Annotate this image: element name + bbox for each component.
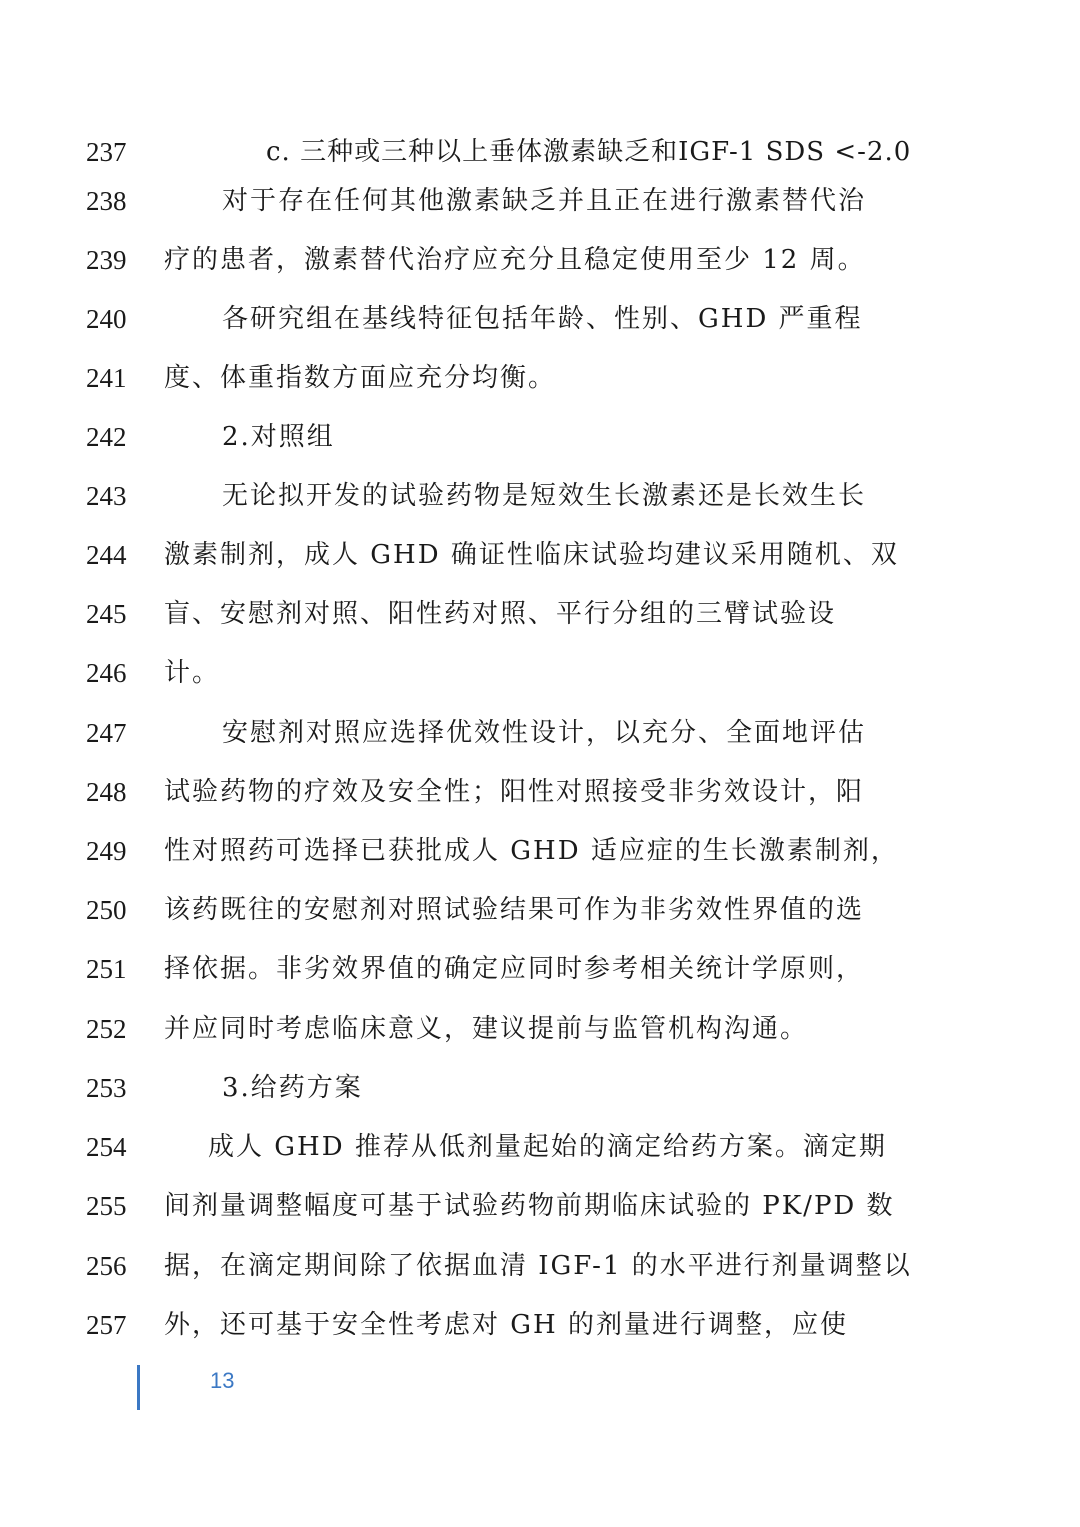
text-line — [0, 240, 1080, 280]
line-text: 对于存在任何其他激素缺乏并且正在进行激素替代治 — [222, 186, 867, 216]
text-line — [0, 1246, 1080, 1286]
line-text: 据，在滴定期间除了依据血清 IGF-1 的水平进行剂量调整以 — [164, 1251, 912, 1281]
text-line — [0, 132, 1080, 172]
line-number: 257 — [86, 1310, 127, 1340]
section-heading: 3.给药方案 — [222, 1073, 363, 1103]
line-number: 255 — [86, 1191, 127, 1221]
text-line — [0, 1305, 1080, 1345]
line-text: 择依据。非劣效界值的确定应同时参考相关统计学原则， — [164, 954, 865, 984]
line-number: 244 — [86, 540, 127, 570]
line-text: 间剂量调整幅度可基于试验药物前期临床试验的 PK/PD 数 — [164, 1191, 895, 1221]
text-line — [0, 1186, 1080, 1226]
line-text: 性对照药可选择已获批成人 GHD 适应症的生长激素制剂， — [164, 836, 899, 866]
text-line — [0, 1009, 1080, 1049]
line-number: 241 — [86, 363, 127, 393]
text-line — [0, 476, 1080, 516]
line-number: 247 — [86, 718, 127, 748]
line-number: 253 — [86, 1073, 127, 1103]
page-number: 13 — [210, 1368, 235, 1393]
text-line — [0, 713, 1080, 753]
line-number: 252 — [86, 1014, 127, 1044]
text-line — [0, 890, 1080, 930]
line-text: 该药既往的安慰剂对照试验结果可作为非劣效性界值的选 — [164, 895, 865, 925]
line-number: 242 — [86, 422, 127, 452]
line-text: 盲、安慰剂对照、阳性药对照、平行分组的三臂试验设 — [164, 599, 837, 629]
line-number: 237 — [86, 137, 127, 167]
text-line — [0, 1127, 1080, 1167]
text-line — [0, 949, 1080, 989]
line-text: c. 三种或三种以上垂体激素缺乏和IGF-1 SDS <-2.0 — [266, 137, 912, 167]
line-number: 248 — [86, 777, 127, 807]
line-text: 成人 GHD 推荐从低剂量起始的滴定给药方案。滴定期 — [208, 1132, 887, 1162]
line-number: 249 — [86, 836, 127, 866]
line-text: 并应同时考虑临床意义，建议提前与监管机构沟通。 — [164, 1014, 809, 1044]
line-text: 试验药物的疗效及安全性；阳性对照接受非劣效设计，阳 — [164, 777, 865, 807]
line-number: 240 — [86, 304, 127, 334]
line-number: 243 — [86, 481, 127, 511]
line-text: 激素制剂，成人 GHD 确证性临床试验均建议采用随机、双 — [164, 540, 899, 570]
line-text: 度、体重指数方面应充分均衡。 — [164, 363, 557, 393]
text-line — [0, 831, 1080, 871]
line-number: 251 — [86, 954, 127, 984]
line-text: 外，还可基于安全性考虑对 GH 的剂量进行调整，应使 — [164, 1310, 848, 1340]
line-number: 245 — [86, 599, 127, 629]
text-line — [0, 772, 1080, 812]
line-number: 250 — [86, 895, 127, 925]
line-number: 254 — [86, 1132, 127, 1162]
text-line — [0, 417, 1080, 457]
text-line — [0, 535, 1080, 575]
line-number: 238 — [86, 186, 127, 216]
line-text: 无论拟开发的试验药物是短效生长激素还是长效生长 — [222, 481, 867, 511]
text-line — [0, 358, 1080, 398]
text-line — [0, 1068, 1080, 1108]
line-text: 计。 — [164, 658, 221, 688]
text-line — [0, 653, 1080, 693]
line-text: 疗的患者，激素替代治疗应充分且稳定使用至少 12 周。 — [164, 245, 866, 275]
line-number: 256 — [86, 1251, 127, 1281]
footer-accent-bar — [137, 1365, 140, 1410]
line-text: 安慰剂对照应选择优效性设计，以充分、全面地评估 — [222, 718, 867, 748]
line-text: 各研究组在基线特征包括年龄、性别、GHD 严重程 — [222, 304, 863, 334]
text-line — [0, 594, 1080, 634]
section-heading: 2.对照组 — [222, 422, 335, 452]
text-line — [0, 181, 1080, 221]
line-number: 246 — [86, 658, 127, 688]
text-line — [0, 299, 1080, 339]
line-number: 239 — [86, 245, 127, 275]
